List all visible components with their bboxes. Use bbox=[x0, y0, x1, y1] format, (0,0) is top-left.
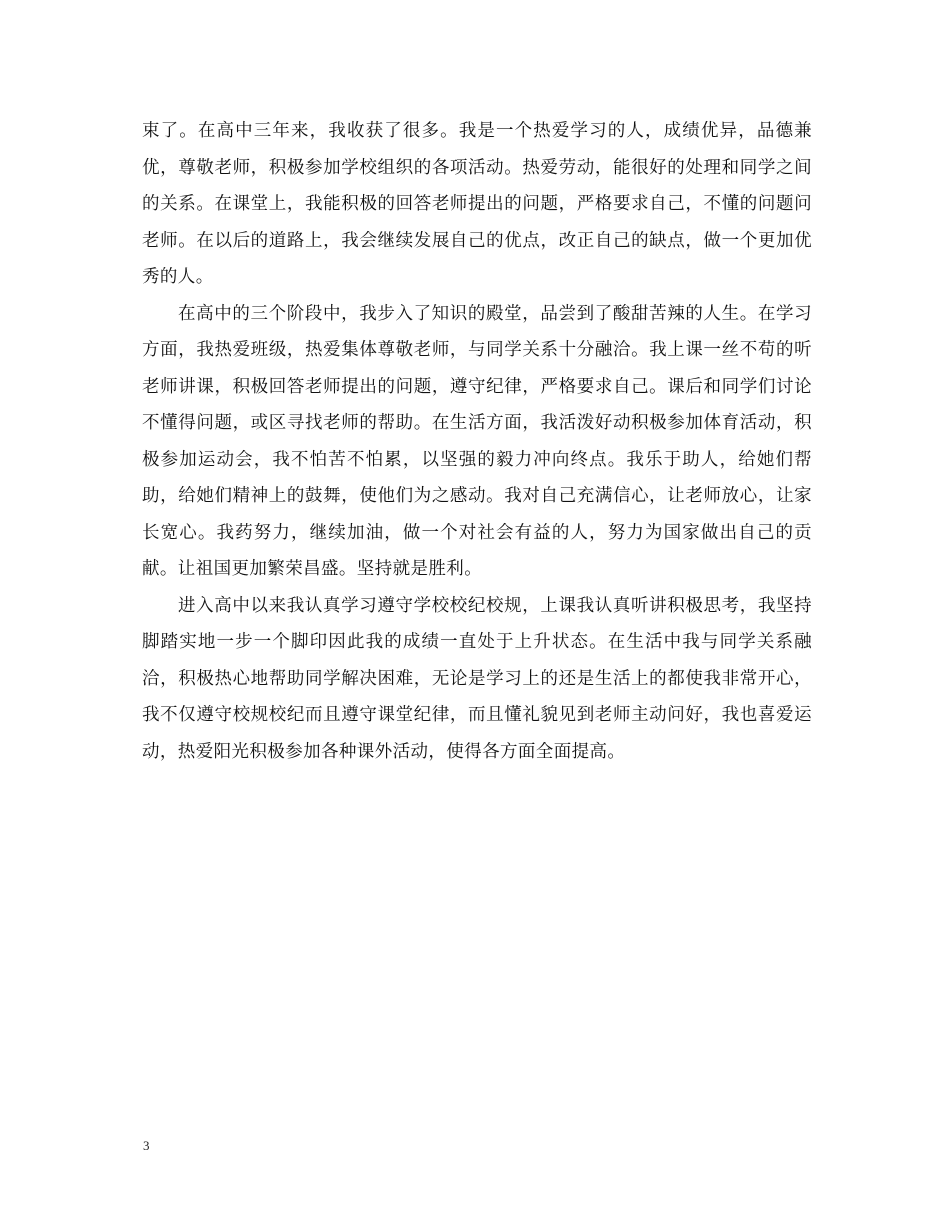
page-number: 3 bbox=[143, 1138, 150, 1153]
paragraph-since-entering-high-school: 进入高中以来我认真学习遵守学校校纪校规，上课我认真听讲积极思考，我坚持脚踏实地一步一个脚印因此我的成绩一直处于上升状态。在生活中我与同学关系融洽，积极热心地帮助同学解决困难，无论是学习上的还是生活上的都使我非常开心，我不仅遵守校规校纪而且遵守课堂纪律，而且懂礼貌见到老师主动问好，我也喜爱运动，热爱阳光积极参加各种课外活动，使得各方面全面提高。 bbox=[142, 595, 812, 762]
body-text bbox=[142, 113, 812, 770]
paragraph-continuation: 束了。在高中三年来，我收获了很多。我是一个热爱学习的人，成绩优异，品德兼优，尊敬老师，积极参加学校组织的各项活动。热爱劳动，能很好的处理和同学之间的关系。在课堂上，我能积极的回答老师提出的问题，严格要求自己，不懂的问题问老师。在以后的道路上，我会继续发展自己的优点，改正自己的缺点，做一个更加优秀的人。 bbox=[142, 121, 812, 287]
paragraph-high-school-stages: 在高中的三个阶段中，我步入了知识的殿堂，品尝到了酸甜苦辣的人生。在学习方面，我热爱班级，热爱集体尊敬老师，与同学关系十分融洽。我上课一丝不苟的听老师讲课，积极回答老师提出的问题，遵守纪律，严格要求自己。课后和同学们讨论不懂得问题，或区寻找老师的帮助。在生活方面，我活泼好动积极参加体育活动，积极参加运动会，我不怕苦不怕累，以坚强的毅力冲向终点。我乐于助人，给她们帮助，给她们精神上的鼓舞，使他们为之感动。我对自己充满信心，让老师放心，让家长宽心。我药努力，继续加油，做一个对社会有益的人，努力为国家做出自己的贡献。让祖国更加繁荣昌盛。坚持就是胜利。 bbox=[142, 303, 812, 579]
